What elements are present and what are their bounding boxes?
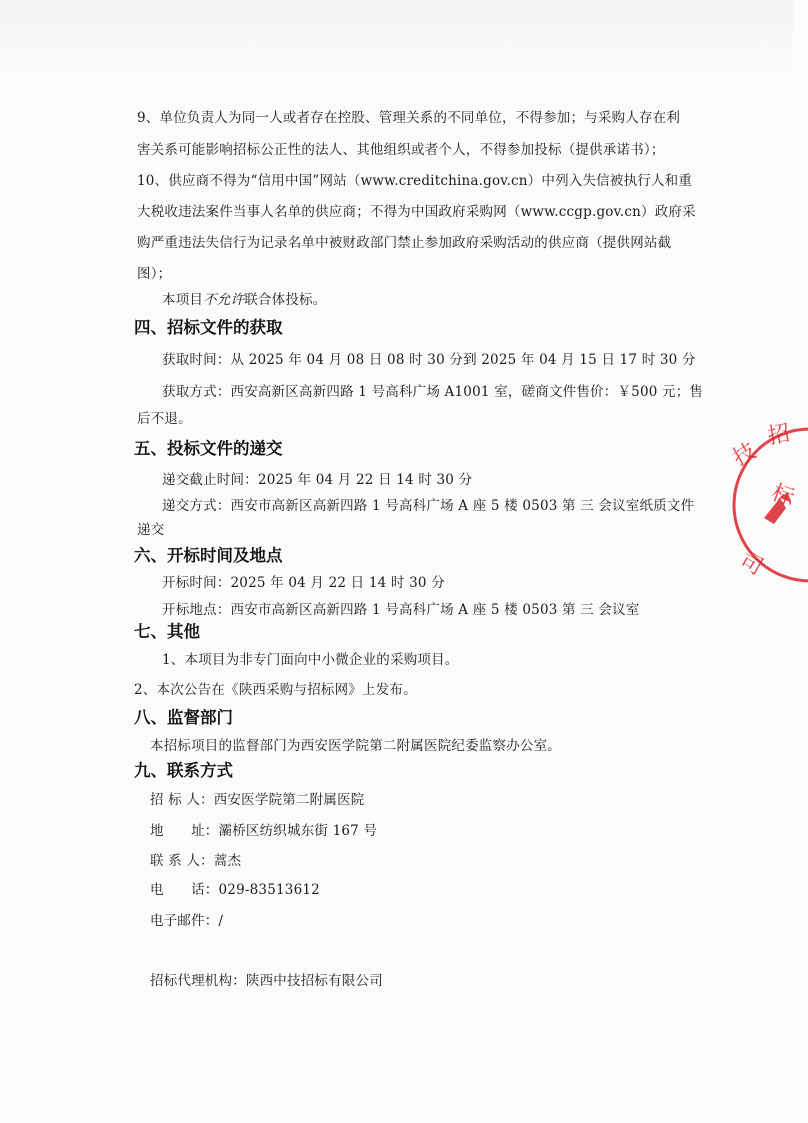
- section-6-place: 开标地点：西安市高新区高新四路 1 号高科广场 A 座 5 楼 0503 第 三 会议室: [162, 602, 640, 618]
- section-7-item-2: 2、本次公告在《陕西采购与招标网》上发布。: [134, 682, 417, 698]
- section-7-item-1: 1、本项目为非专门面向中小微企业的采购项目。: [162, 652, 459, 668]
- section-4-method-line-1: 获取方式：西安高新区高新四路 1 号高科广场 A1001 室，磋商文件售价：￥500 元；售: [162, 384, 704, 400]
- section-5-title: 五、投标文件的递交: [134, 439, 283, 458]
- section-4-method-line-2: 后不退。: [137, 411, 192, 427]
- contact-email: 电子邮件：/: [150, 913, 224, 929]
- seal-char-2: 招: [765, 421, 792, 450]
- clause-9-line-2: 害关系可能影响招标公正性的法人、其他组织或者个人，不得参加投标（提供承诺书）；: [137, 142, 665, 158]
- consortium-statement: [162, 291, 326, 309]
- scan-smudge: [0, 0, 793, 80]
- consortium-not-allowed: 不允许: [203, 292, 245, 308]
- seal-char-4: 司: [735, 547, 767, 581]
- consortium-prefix: 本项目: [162, 292, 204, 308]
- contact-tenderer: 招 标 人：西安医学院第二附属医院: [150, 792, 365, 808]
- section-4-title: 四、招标文件的获取: [134, 318, 283, 337]
- section-5-method-line-2: 递交: [137, 522, 165, 538]
- clause-10-line-2: 大税收违法案件当事人名单的供应商；不得为中国政府采购网（www.ccgp.gov.cn）政府采: [137, 204, 696, 220]
- clause-10-line-3: 购严重违法失信行为记录名单中被财政部门禁止参加政府采购活动的供应商（提供网站截: [137, 235, 672, 251]
- company-seal-icon: [728, 420, 808, 590]
- consortium-suffix: 联合体投标。: [244, 292, 327, 308]
- section-5-method-line-1: 递交方式：西安市高新区高新四路 1 号高科广场 A 座 5 楼 0503 第 三 会议室纸质文件: [162, 498, 695, 514]
- contact-address: 地 址：灞桥区纺织城东街 167 号: [150, 823, 378, 839]
- contact-phone: 电 话：029-83513612: [150, 882, 320, 898]
- contact-person: 联 系 人：蒿杰: [150, 853, 242, 869]
- section-9-title: 九、联系方式: [134, 761, 233, 780]
- section-6-time: 开标时间：2025 年 04 月 22 日 14 时 30 分: [162, 575, 445, 591]
- section-7-title: 七、其他: [134, 622, 200, 641]
- section-8-title: 八、监督部门: [134, 708, 233, 727]
- clause-9-line-1: 9、单位负责人为同一人或者存在控股、管理关系的不同单位，不得参加；与采购人存在利: [137, 110, 681, 126]
- agency-line: 招标代理机构：陕西中技招标有限公司: [150, 973, 383, 989]
- section-5-deadline: 递交截止时间：2025 年 04 月 22 日 14 时 30 分: [162, 472, 473, 488]
- section-4-time: 获取时间：从 2025 年 04 月 08 日 08 时 30 分到 2025 年 04 月 15 日 17 时 30 分: [162, 352, 696, 368]
- section-8-text: 本招标项目的监督部门为西安医学院第二附属医院纪委监察办公室。: [150, 738, 561, 754]
- seal-char-3: 标: [768, 480, 798, 512]
- seal-char-1: 技: [728, 438, 761, 472]
- clause-10-line-1: 10、供应商不得为“信用中国”网站（www.creditchina.gov.cn）中列入失信被执行人和重: [137, 173, 693, 189]
- section-6-title: 六、开标时间及地点: [134, 546, 283, 565]
- clause-10-line-4: 图）；: [137, 266, 172, 282]
